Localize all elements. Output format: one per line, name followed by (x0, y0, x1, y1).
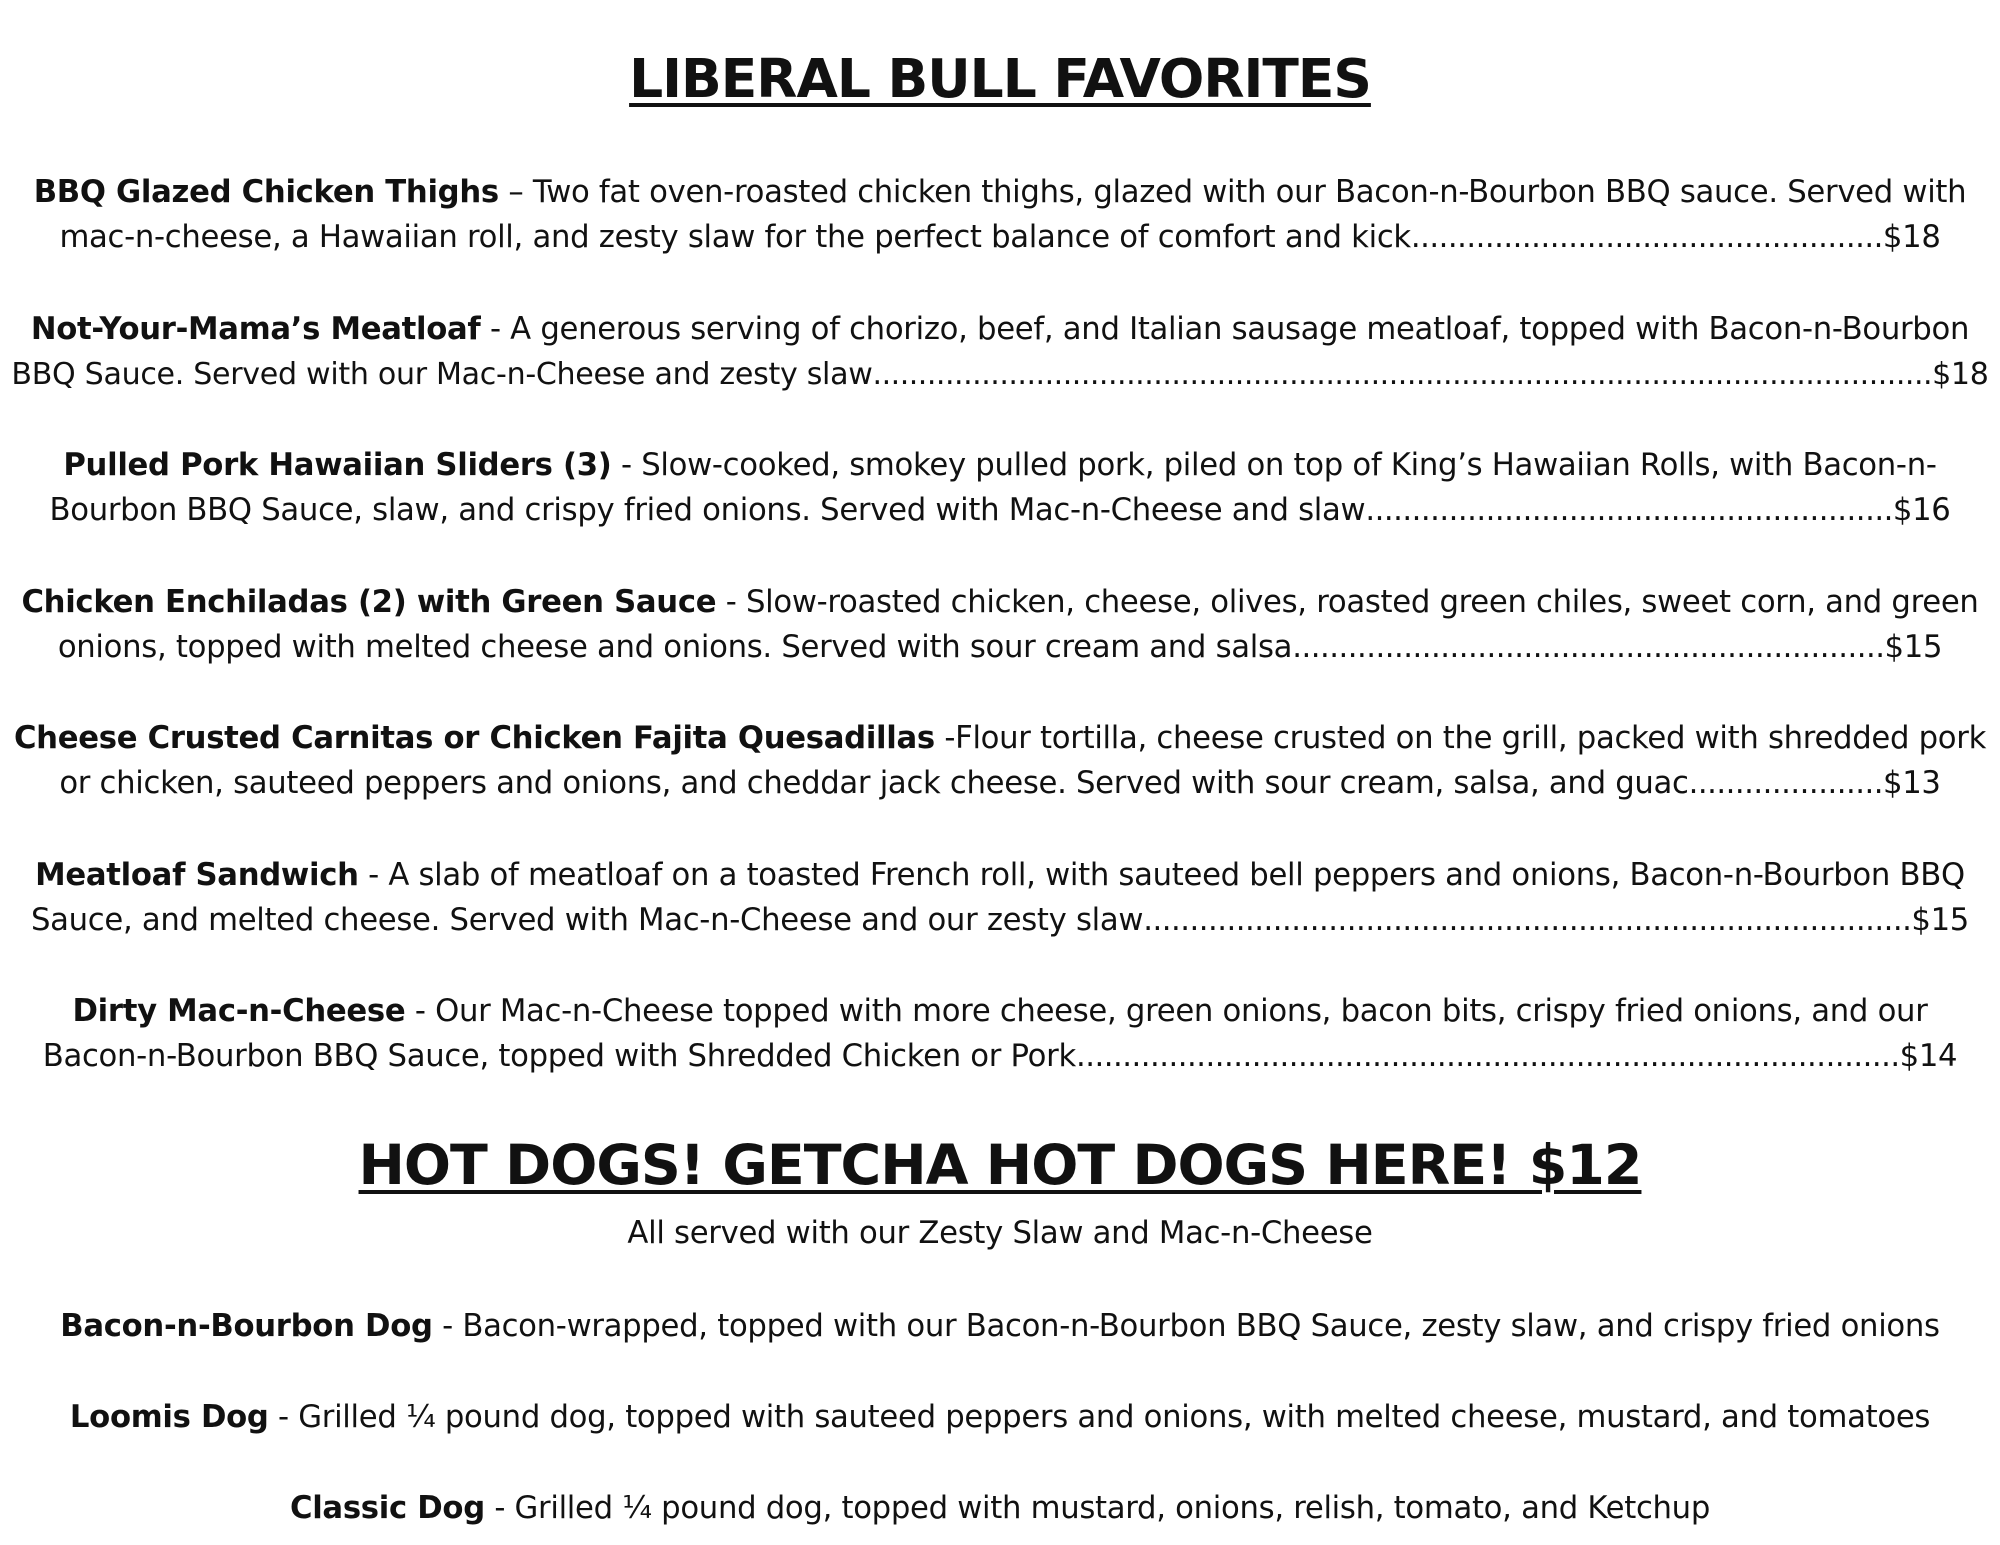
hotdog-item-description: - Bacon-wrapped, topped with our Bacon-n-Bourbon BBQ Sauce, zesty slaw, and crispy fried onions (432, 1309, 1940, 1344)
menu-item-name: Dirty Mac-n-Cheese (72, 994, 406, 1029)
dot-leader: ................................................... (1410, 220, 1883, 255)
menu-item-price: $18 (1882, 220, 1941, 255)
menu-item-line-1 (0, 443, 2000, 488)
menu-item-chicken-enchiladas (0, 580, 2000, 670)
menu-item-description: - A generous serving of chorizo, beef, and Italian sausage meatloaf, topped with Bacon-n-Bourbon (480, 312, 1970, 347)
menu-item-description: – Two fat oven-roasted chicken thighs, glazed with our Bacon-n-Bourbon BBQ sauce. Served with (498, 175, 1967, 210)
menu-item-description: - Slow-cooked, smokey pulled pork, piled on top of King’s Hawaiian Rolls, with Bacon-n- (611, 448, 1937, 483)
menu-item-name: Pulled Pork Hawaiian Sliders (3) (63, 448, 612, 483)
menu-item-description-cont: or chicken, sauteed peppers and onions, and cheddar jack cheese. Served with sour cream, salsa, and guac (59, 766, 1689, 801)
dot-leader: ......................................................... (1365, 493, 1893, 528)
menu-item-line-2 (0, 625, 2000, 670)
hotdog-item-bacon-n-bourbon (0, 1304, 2000, 1349)
menu-item-not-your-mamas-meatloaf (0, 307, 2000, 397)
dot-leader: ................................................................................... (1143, 903, 1912, 938)
menu-item-line-2 (0, 352, 2000, 397)
hotdogs-heading: HOT DOGS! GETCHA HOT DOGS HERE! $12 (358, 1134, 1642, 1198)
menu-item-line-1 (0, 989, 2000, 1034)
menu-item-description-cont: mac-n-cheese, a Hawaiian roll, and zesty slaw for the perfect balance of comfort and kick (59, 220, 1411, 255)
menu-item-name: Not-Your-Mama’s Meatloaf (30, 312, 481, 347)
dot-leader: ................................................................ (1292, 630, 1885, 665)
hotdog-item-description: - Grilled ¼ pound dog, topped with sauteed peppers and onions, with melted cheese, mustard, and tomatoes (268, 1400, 1931, 1435)
hotdog-item-line (0, 1395, 2000, 1440)
menu-item-price: $18 (1932, 357, 1989, 392)
menu-item-name: Chicken Enchiladas (2) with Green Sauce (21, 585, 717, 620)
hotdog-item-name: Loomis Dog (69, 1400, 269, 1435)
favorites-heading: LIBERAL BULL FAVORITES (629, 47, 1371, 110)
menu-item-price: $14 (1899, 1039, 1958, 1074)
menu-item-description: -Flour tortilla, cheese crusted on the grill, packed with shredded pork (934, 721, 1987, 756)
menu-item-line-2 (0, 1034, 2000, 1079)
menu-item-line-1 (0, 580, 2000, 625)
menu-item-price: $13 (1882, 766, 1941, 801)
menu-item-pulled-pork-hawaiian-sliders (0, 443, 2000, 533)
menu-item-description: - A slab of meatloaf on a toasted French roll, with sauteed bell peppers and onions, Bacon-n-Bourbon BBQ (358, 858, 1965, 893)
menu-item-name: BBQ Glazed Chicken Thighs (33, 175, 499, 210)
menu-item-line-1 (0, 716, 2000, 761)
menu-item-dirty-mac-n-cheese (0, 989, 2000, 1079)
menu-item-quesadillas (0, 716, 2000, 806)
menu-item-name: Cheese Crusted Carnitas or Chicken Fajita Quesadillas (13, 721, 935, 756)
menu-item-line-2 (0, 898, 2000, 943)
hotdog-item-classic (0, 1486, 2000, 1531)
menu-item-line-1 (0, 307, 2000, 352)
menu-item-description-cont: onions, topped with melted cheese and onions. Served with sour cream and salsa (57, 630, 1293, 665)
dot-leader: ..................... (1688, 766, 1883, 801)
hotdog-item-name: Classic Dog (289, 1491, 485, 1526)
menu-item-name: Meatloaf Sandwich (35, 858, 359, 893)
menu-item-meatloaf-sandwich (0, 853, 2000, 943)
menu-item-bbq-glazed-chicken-thighs (0, 170, 2000, 260)
hotdog-item-loomis (0, 1395, 2000, 1440)
menu-item-price: $16 (1892, 493, 1951, 528)
hotdogs-subtitle: All served with our Zesty Slaw and Mac-n-Cheese (627, 1216, 1373, 1251)
menu-item-description-cont: Bourbon BBQ Sauce, slaw, and crispy fried onions. Served with Mac-n-Cheese and slaw (49, 493, 1366, 528)
menu-item-line-1 (0, 853, 2000, 898)
dot-leader: ..................................................................................................................... (872, 357, 1933, 392)
dot-leader: ......................................................................................... (1075, 1039, 1900, 1074)
hotdog-item-line (0, 1304, 2000, 1349)
menu-item-description-cont: Sauce, and melted cheese. Served with Mac-n-Cheese and our zesty slaw (30, 903, 1144, 938)
menu-item-description-cont: Bacon-n-Bourbon BBQ Sauce, topped with Shredded Chicken or Pork (42, 1039, 1076, 1074)
hotdog-item-line (0, 1486, 2000, 1531)
menu-item-line-2 (0, 488, 2000, 533)
menu-item-line-1 (0, 170, 2000, 215)
menu-item-description: - Slow-roasted chicken, cheese, olives, roasted green chiles, sweet corn, and green (716, 585, 1979, 620)
menu-item-line-2 (0, 215, 2000, 260)
hotdog-item-name: Bacon-n-Bourbon Dog (60, 1309, 433, 1344)
hotdog-item-description: - Grilled ¼ pound dog, topped with mustard, onions, relish, tomato, and Ketchup (484, 1491, 1711, 1526)
menu-item-line-2 (0, 761, 2000, 806)
menu-item-price: $15 (1911, 903, 1970, 938)
menu-item-description: - Our Mac-n-Cheese topped with more cheese, green onions, bacon bits, crispy fried onions, and our (405, 994, 1928, 1029)
menu-item-description-cont: BBQ Sauce. Served with our Mac-n-Cheese and zesty slaw (11, 357, 873, 392)
menu-item-price: $15 (1884, 630, 1943, 665)
